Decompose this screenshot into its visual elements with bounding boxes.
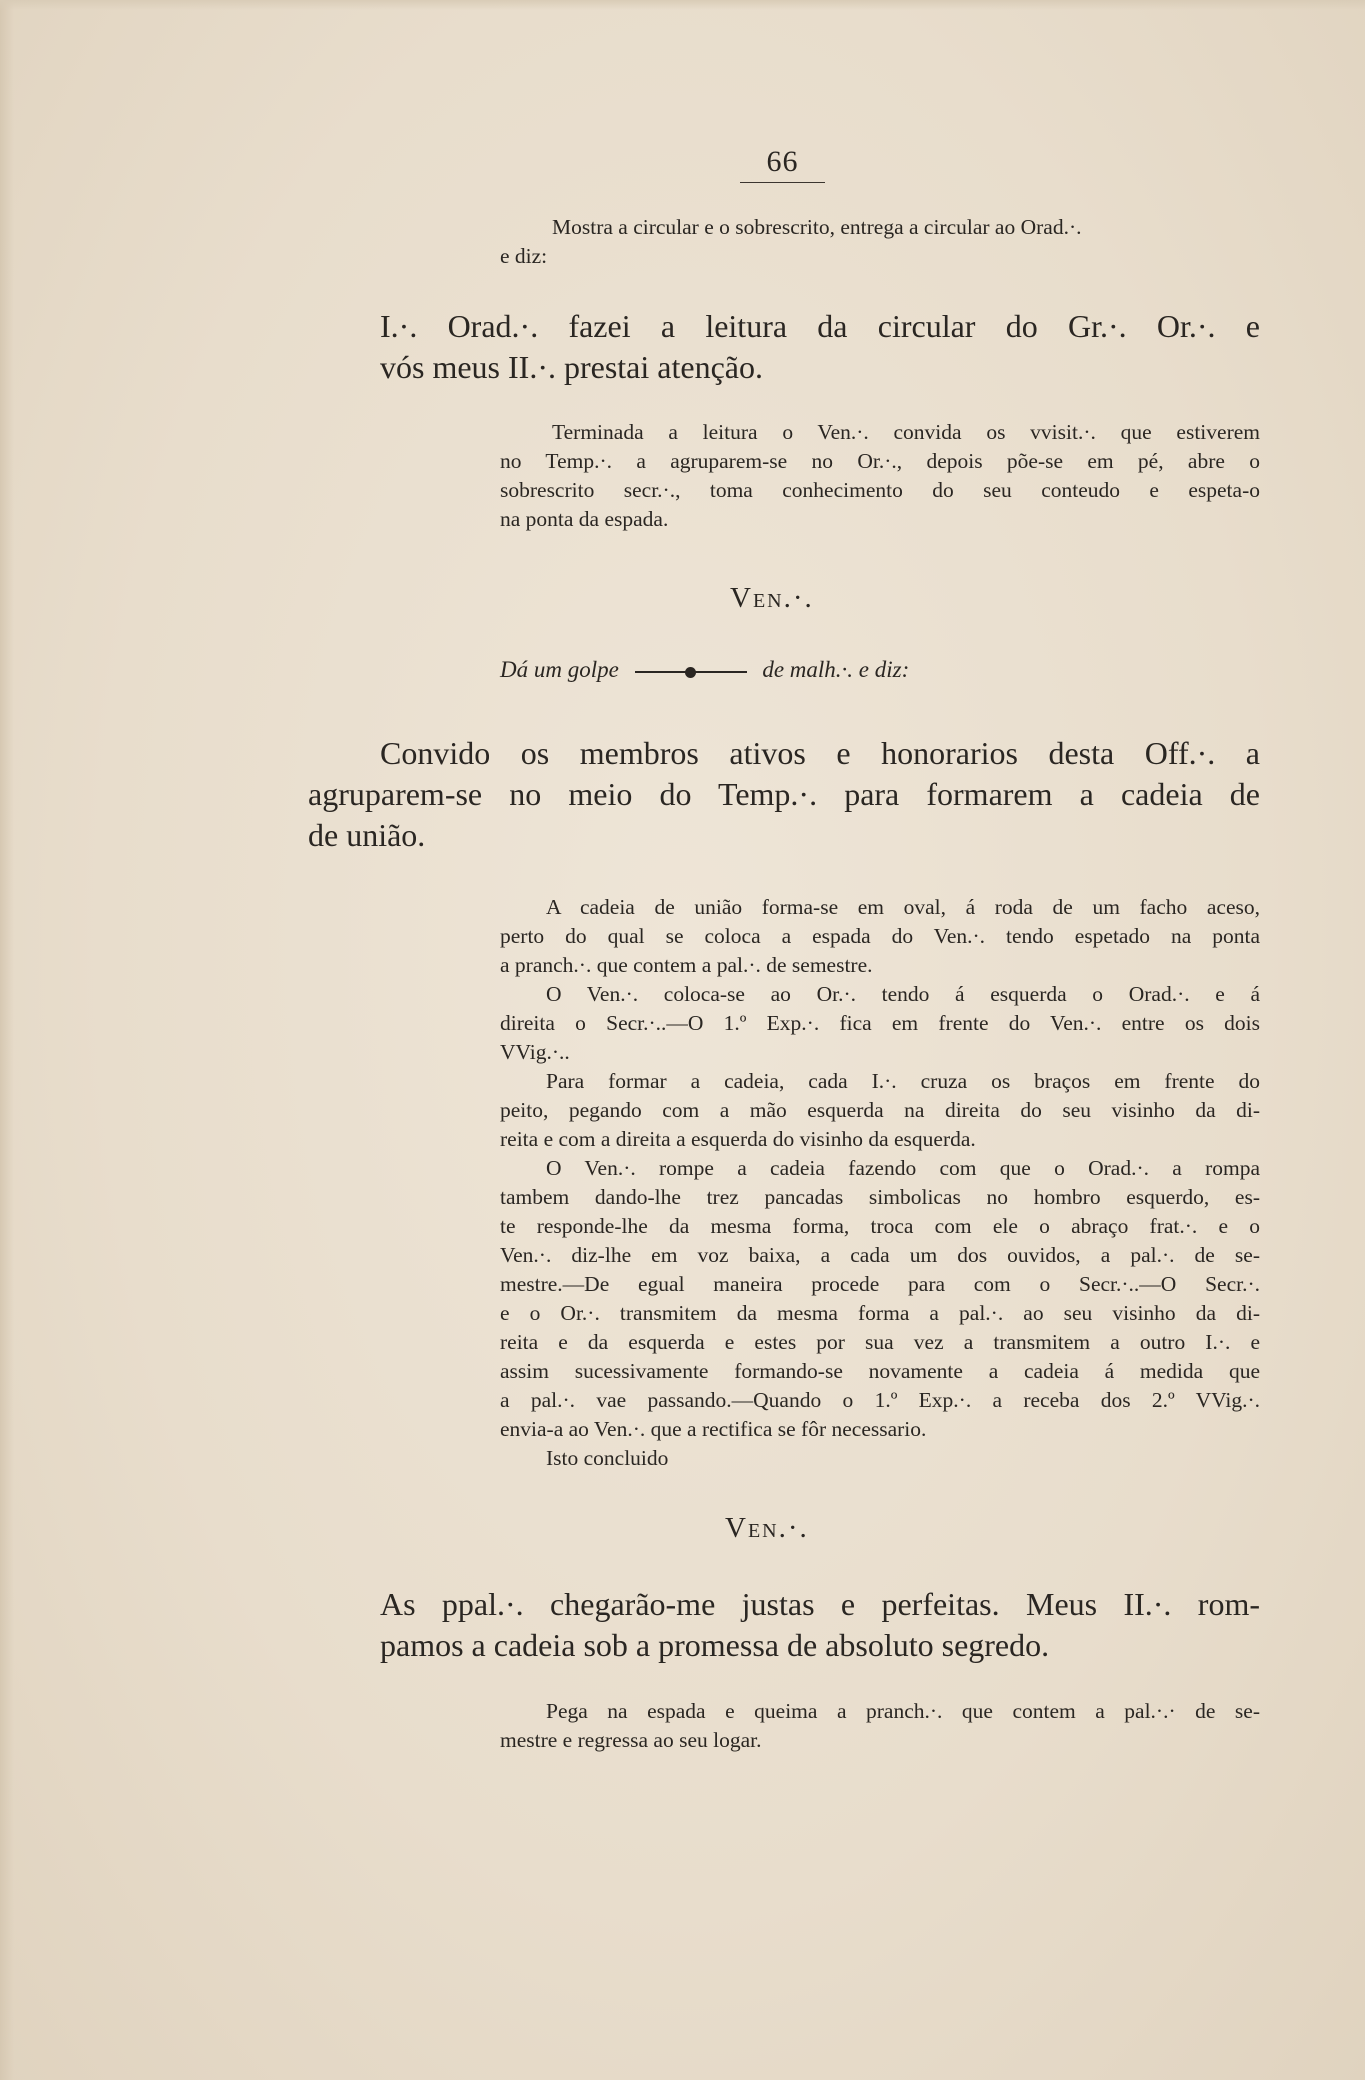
instruction-after: de malh.·. e diz: [762,657,910,682]
body-line: O Ven.·. coloca-se ao Or.·. tendo á esquerda o Orad.·. e á [546,982,1260,1006]
page-left-edge [0,0,14,2080]
closing-line: Pega na espada e queima a pranch.·. que contem a pal.·.· de se- [546,1699,1260,1723]
body-paragraph [500,893,1260,980]
speech-line: I.·. Orad.·. fazei a leitura da circular do Gr.·. Or.·. e [380,308,1260,344]
speaker-heading: Ven.·. [730,582,814,614]
body-line: Ven.·. diz-lhe em voz baixa, a cada um dos ouvidos, a pal.·. de se- [500,1243,1260,1267]
body-paragraph [500,1444,1260,1473]
body-line: VVig.·.. [500,1040,570,1064]
closing-direction [500,1697,1260,1755]
direction-line: Terminada a leitura o Ven.·. convida os vvisit.·. que estiverem [552,420,1260,444]
body-paragraph [500,1154,1260,1444]
body-paragraph [500,1067,1260,1154]
speech-line: As ppal.·. chegarão-me justas e perfeitas. Meus II.·. rom- [380,1586,1260,1622]
body-line: Isto concluido [546,1446,669,1470]
direction-line: sobrescrito secr.·., toma conhecimento do seu conteudo e espeta-o [500,478,1260,502]
body-line: Para formar a cadeia, cada I.·. cruza os braços em frente do [546,1069,1260,1093]
body-line: reita e da esquerda e estes por sua vez a transmitem a outro I.·. e [500,1330,1260,1354]
body-line: reita e com a direita a esquerda do visinho da esquerda. [500,1127,976,1151]
mallet-instruction [500,657,909,683]
mallet-icon [635,667,747,677]
intro-line: Mostra a circular e o sobrescrito, entrega a circular ao Orad.·. [552,215,1082,239]
body-line: peito, pegando com a mão esquerda na direita do seu visinho da di- [500,1098,1260,1122]
body-line: a pranch.·. que contem a pal.·. de semestre. [500,953,873,977]
speech-break-chain [380,1584,1260,1666]
body-line: direita o Secr.·..—O 1.º Exp.·. fica em frente do Ven.·. entre os dois [500,1011,1260,1035]
speech-line: Convido os membros ativos e honorarios desta Off.·. a [380,735,1260,771]
intro-line: e diz: [500,244,548,268]
speech-line: de união. [308,817,426,853]
body-line: O Ven.·. rompe a cadeia fazendo com que o Orad.·. a rompa [546,1156,1260,1180]
body-line: te responde-lhe da mesma forma, troca com ele o abraço frat.·. e o [500,1214,1260,1238]
speech-orad [380,306,1260,388]
speech-line: vós meus II.·. prestai atenção. [380,349,763,385]
instruction-before: Dá um golpe [500,657,619,682]
body-line: assim sucessivamente formando-se novamente a cadeia á medida que [500,1359,1260,1383]
intro-direction [500,213,1260,271]
chain-description [500,893,1260,1473]
speaker-heading: Ven.·. [725,1512,809,1544]
page-number: 66 [740,145,825,183]
reading-direction [500,418,1260,534]
speech-line: agruparem-se no meio do Temp.·. para formarem a cadeia de [308,776,1260,812]
page-top-edge [0,0,1365,10]
body-line: A cadeia de união forma-se em oval, á roda de um facho aceso, [546,895,1260,919]
body-line: tambem dando-lhe trez pancadas simbolicas no hombro esquerdo, es- [500,1185,1260,1209]
direction-line: na ponta da espada. [500,507,669,531]
body-line: mestre.—De egual maneira procede para com o Secr.·..—O Secr.·. [500,1272,1260,1296]
direction-line: no Temp.·. a agruparem-se no Or.·., depois põe-se em pé, abre o [500,449,1260,473]
body-line: a pal.·. vae passando.—Quando o 1.º Exp.·. a receba dos 2.º VVig.·. [500,1388,1260,1412]
body-paragraph [500,980,1260,1067]
body-line: envia-a ao Ven.·. que a rectifica se fôr necessario. [500,1417,927,1441]
body-line: e o Or.·. transmitem da mesma forma a pal.·. ao seu visinho da di- [500,1301,1260,1325]
speech-line: pamos a cadeia sob a promessa de absoluto segredo. [380,1627,1050,1663]
body-line: perto do qual se coloca a espada do Ven.·. tendo espetado na ponta [500,924,1260,948]
speech-invitation [308,733,1260,856]
closing-line: mestre e regressa ao seu logar. [500,1728,762,1752]
